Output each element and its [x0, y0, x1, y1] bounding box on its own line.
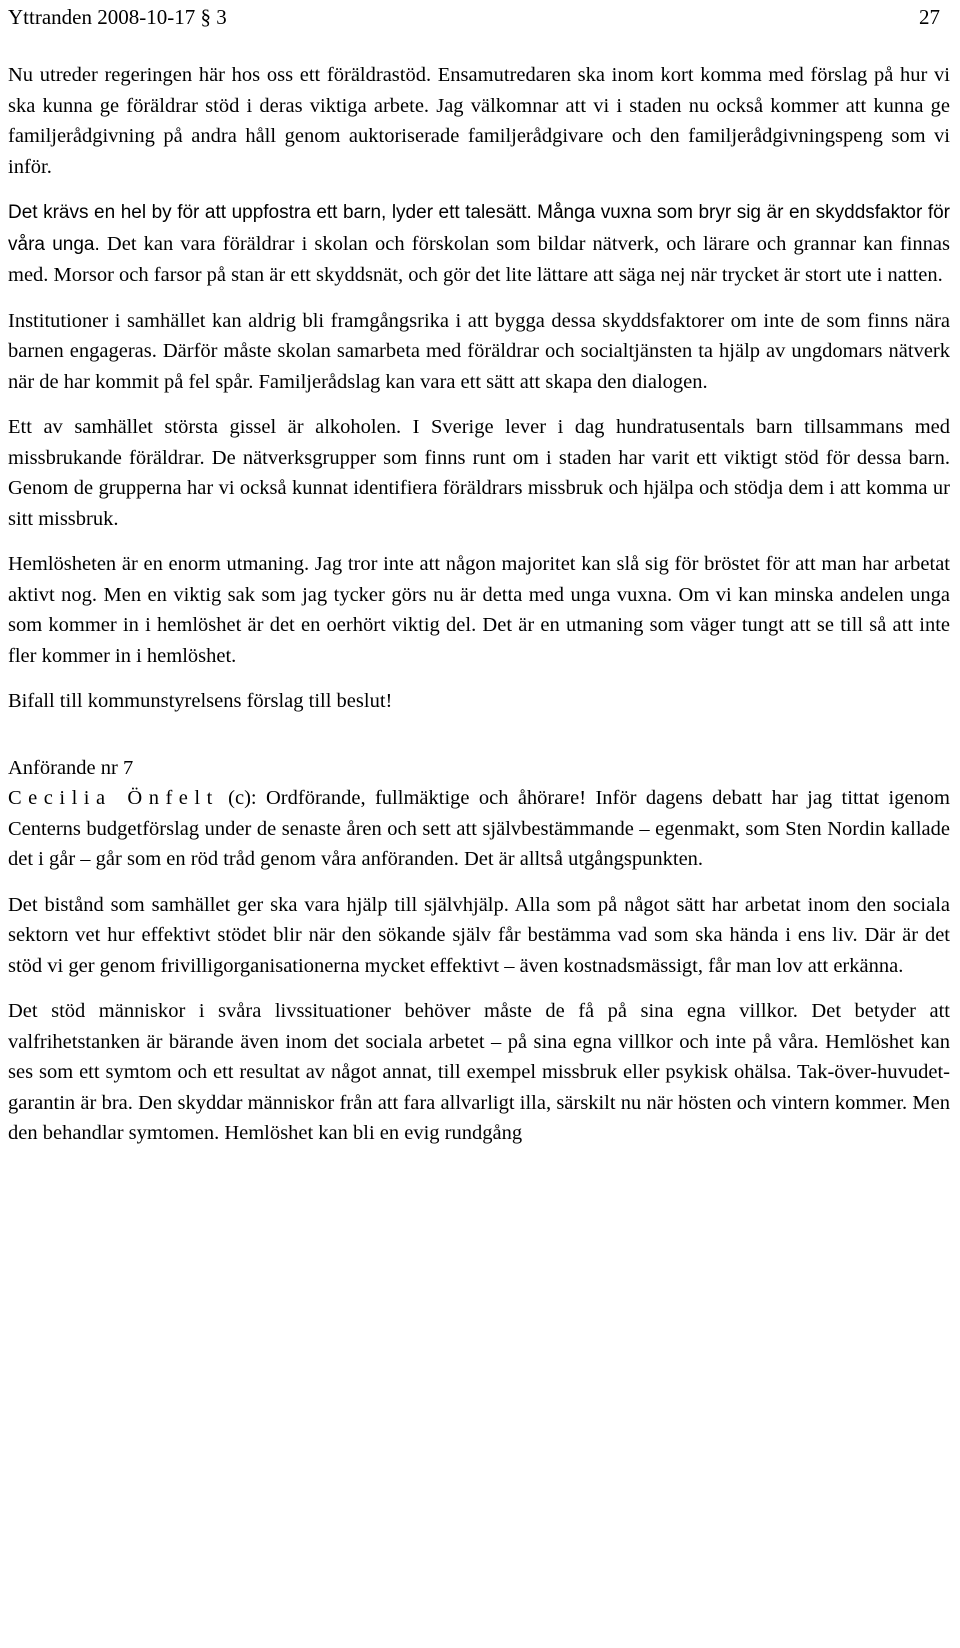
page-header [8, 0, 950, 36]
paragraph: Det stöd människor i svåra livssituationer behöver måste de få på sina egna villkor. Det betyder att valfrihetstanken är bärande även inom det sociala arbetet – på sina egna villkor och inte på våra. Hemlöshet kan ses som ett symtom och ett resultat av något annat, till exempel missbruk eller psykisk ohälsa. Tak-över-huvudet-garantin är bra. Den skyddar människor från att fara allvarligt illa, särskilt nu när hösten och vintern kommer. Men den behandlar symtomen. Hemlöshet kan bli en evig rundgång [8, 1000, 950, 1144]
document-body [8, 60, 950, 1179]
paragraph: Institutioner i samhället kan aldrig bli framgångsrika i att bygga dessa skyddsfaktorer om inte de som finns nära barnen engageras. Därför måste skolan samarbeta med föräldrar och socialtjänsten ta hjälp av ungdomars nätverk när de har kommit på fel spår. Familjerådslag kan vara ett sätt att skapa den dialogen. [8, 309, 950, 393]
header-title: Yttranden 2008-10-17 § 3 [8, 5, 227, 29]
paragraph: Nu utreder regeringen här hos oss ett föräldrastöd. Ensamutredaren ska inom kort komma med förslag på hur vi ska kunna ge föräldrar stöd i deras viktiga arbete. Jag välkomnar att vi i staden nu också kommer att kunna ge familjerådgivning på andra håll genom auktoriserade familjerådgivare och den familjerådgivningspeng som vi inför. [8, 64, 950, 178]
paragraph-serif-part: Det kan vara föräldrar i skolan och förskolan som bildar nätverk, och lärare och grannar kan finnas med. Morsor och farsor på stan är ett skyddsnät, och gör det lite lättare att säga nej när trycket är stort ute i natten. [8, 232, 950, 286]
section-heading: Anförande nr 7 [8, 756, 134, 779]
paragraph: Ett av samhället största gissel är alkoholen. I Sverige lever i dag hundratusentals barn tillsammans med missbrukande föräldrar. De nätverksgrupper som finns runt om i staden har varit ett viktigt stöd för dessa barn. Genom de grupperna har vi också kunnat identifiera föräldrars missbruk och hjälpa och stödja dem i att komma ur sitt missbruk. [8, 416, 950, 530]
paragraph: Bifall till kommunstyrelsens förslag till beslut! [8, 690, 393, 712]
paragraph-mixed-part: Många vuxna som bryr sig är en skyddsfaktor för våra unga. [8, 202, 951, 255]
paragraph-mixed [8, 197, 950, 291]
page-number: 27 [919, 5, 940, 29]
paragraph: Hemlösheten är en enorm utmaning. Jag tror inte att någon majoritet kan slå sig för bröstet för att man har arbetat aktivt nog. Men en viktig sak som jag tycker görs nu är detta med unga vuxna. Om vi kan minska andelen unga som kommer in i hemlöshet är det en oerhört viktig del. Det är en utmaning som väger tungt att se till så att inte fler kommer in i hemlöshet. [8, 553, 950, 667]
paragraph: Det bistånd som samhället ger ska vara hjälp till självhjälp. Alla som på något sätt har arbetat inom den sociala sektorn vet hur effektivt stödet blir när den sökande själv får bestämma vad som ska hända i ens liv. Där är det stöd vi ger genom frivilligorganisationerna mycket effektivt – även kostnadsmässigt, får man lov att erkänna. [8, 893, 950, 977]
speaker-paragraph [8, 783, 950, 875]
speaker-text: (c): Ordförande, fullmäktige och åhörare! Inför dagens debatt har jag tittat igenom Centerns budgetförslag under de senaste åren och sett att självbestämmande – egenmakt, som Sten Nordin kallade det i går – går som en röd tråd genom våra anföranden. Det är alltså utgångspunkten. [8, 787, 950, 870]
speaker-name: Cecilia Önfelt [8, 787, 219, 809]
paragraph-sans-part: Det krävs en hel by för att uppfostra ett barn, lyder ett talesätt. [8, 202, 532, 223]
